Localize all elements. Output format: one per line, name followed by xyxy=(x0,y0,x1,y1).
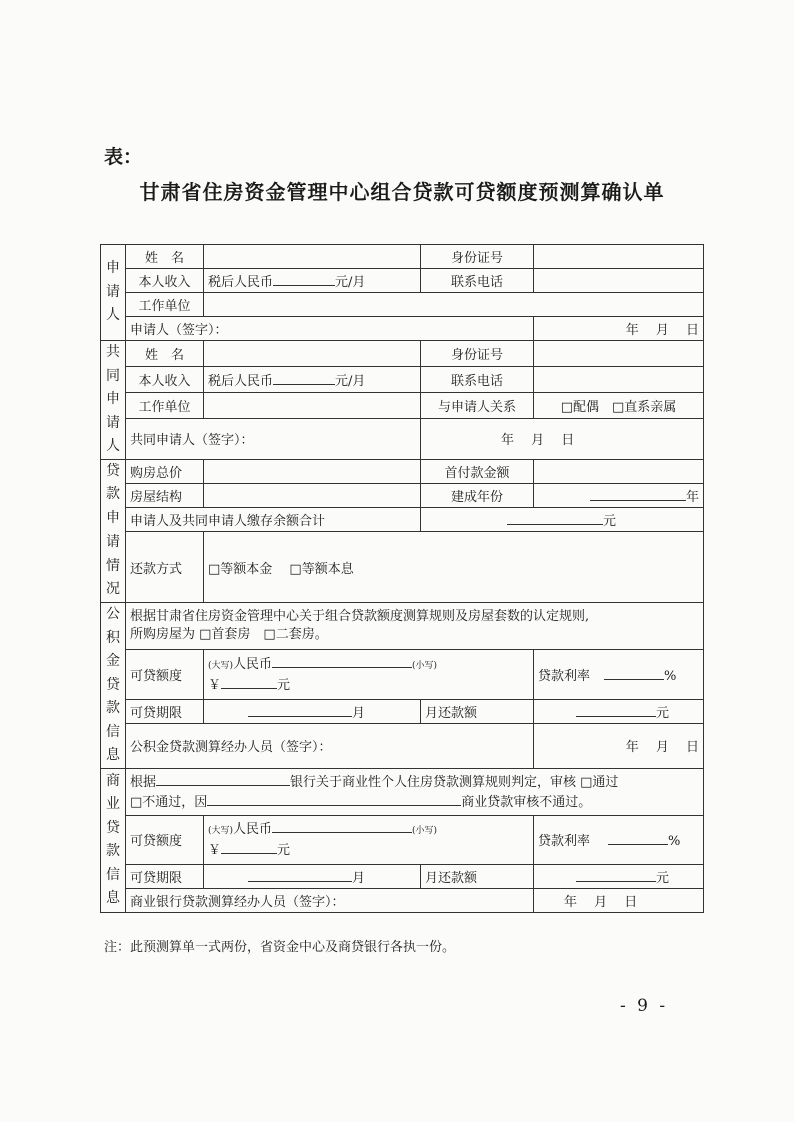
down-payment-field[interactable] xyxy=(534,459,704,483)
fund-lower-blank[interactable] xyxy=(221,675,277,689)
co-applicant-id-label: 身份证号 xyxy=(421,341,534,367)
balance-suffix: 元 xyxy=(603,513,617,529)
section-loan-request-label: 贷款申请情况 xyxy=(101,459,126,603)
commercial-upper-blank[interactable] xyxy=(272,819,412,833)
commercial-amount-field[interactable] xyxy=(204,815,534,864)
applicant-work-field[interactable] xyxy=(204,293,704,317)
commercial-yuan: 元 xyxy=(277,843,291,859)
section-co-applicant-label: 共同申请人 xyxy=(101,341,126,460)
section-fund-loan-label: 公积金贷款信息 xyxy=(101,603,126,769)
applicant-work-label: 工作单位 xyxy=(126,293,204,317)
commercial-monthly-label: 月还款额 xyxy=(421,864,534,888)
fund-monthly-blank[interactable] xyxy=(576,703,656,717)
section-applicant-label: 申请人 xyxy=(101,245,126,341)
fund-yen: ￥ xyxy=(208,677,222,693)
commercial-monthly-blank[interactable] xyxy=(576,868,656,882)
commercial-rule-mid[interactable]: 银行关于商业性个人住房贷款测算规则判定，审核 □通过 xyxy=(290,774,619,790)
commercial-rate-label: 贷款利率 xyxy=(538,834,591,850)
co-applicant-income-field[interactable] xyxy=(204,367,421,393)
co-applicant-date[interactable]: 年 月 日 xyxy=(421,419,704,459)
co-applicant-phone-field[interactable] xyxy=(534,367,704,393)
balance-field[interactable] xyxy=(421,507,704,531)
table-label: 表： xyxy=(104,146,143,168)
house-price-field[interactable] xyxy=(204,459,421,483)
fund-term-blank[interactable] xyxy=(248,703,352,717)
page-number: - 9 - xyxy=(620,996,669,1016)
build-year-label: 建成年份 xyxy=(421,483,534,507)
fund-monthly-suffix: 元 xyxy=(655,705,669,721)
fund-lower-tag: (小写) xyxy=(412,660,438,671)
commercial-bank-blank[interactable] xyxy=(156,772,290,786)
fund-monthly-label: 月还款额 xyxy=(421,699,534,723)
commercial-monthly-field[interactable] xyxy=(534,864,704,888)
fund-rule-text xyxy=(126,603,704,650)
commercial-rule-line2-prefix[interactable]: □不通过，因 xyxy=(130,794,208,810)
form-title: 甘肃省住房资金管理中心组合贷款可贷额度预测算确认单 xyxy=(139,180,665,204)
co-applicant-id-field[interactable] xyxy=(534,341,704,367)
repay-method-label: 还款方式 xyxy=(126,531,204,602)
commercial-term-blank[interactable] xyxy=(248,868,352,882)
fund-yuan: 元 xyxy=(277,677,291,693)
co-applicant-work-field[interactable] xyxy=(204,393,421,419)
build-year-suffix: 年 xyxy=(685,489,699,505)
commercial-rule-prefix: 根据 xyxy=(130,774,157,790)
co-income-blank[interactable] xyxy=(273,371,335,385)
fund-term-field[interactable] xyxy=(204,699,421,723)
applicant-name-field[interactable] xyxy=(204,245,421,269)
fund-rate-label: 贷款利率 xyxy=(538,668,591,684)
balance-blank[interactable] xyxy=(507,511,603,525)
commercial-reason-blank[interactable] xyxy=(207,792,461,806)
co-applicant-name-field[interactable] xyxy=(204,341,421,367)
applicant-sign-label: 申请人（签字）： xyxy=(126,317,534,341)
commercial-term-label: 可贷期限 xyxy=(126,864,204,888)
applicant-income-field[interactable] xyxy=(204,269,421,293)
co-applicant-relation-label: 与申请人关系 xyxy=(421,393,534,419)
fund-rate-blank[interactable] xyxy=(604,666,664,680)
fund-percent: % xyxy=(664,668,677,684)
fund-rule-line-2[interactable]: 所购房屋为 □首套房 □二套房。 xyxy=(130,627,328,643)
fund-month-suffix: 月 xyxy=(352,705,366,721)
house-price-label: 购房总价 xyxy=(126,459,204,483)
confirmation-form-table xyxy=(100,244,704,913)
commercial-upper-tag: (大写) xyxy=(208,826,234,837)
commercial-rate-blank[interactable] xyxy=(608,831,668,845)
commercial-monthly-suffix: 元 xyxy=(655,870,669,886)
balance-label: 申请人及共同申请人缴存余额合计 xyxy=(126,507,421,531)
fund-term-label: 可贷期限 xyxy=(126,699,204,723)
co-applicant-name-label: 姓 名 xyxy=(126,341,204,367)
commercial-sign-label: 商业银行贷款测算经办人员（签字）： xyxy=(126,888,534,912)
commercial-lower-blank[interactable] xyxy=(221,840,277,854)
co-applicant-phone-label: 联系电话 xyxy=(421,367,534,393)
fund-date[interactable]: 年 月 日 xyxy=(534,723,704,768)
build-year-field[interactable] xyxy=(534,483,704,507)
applicant-income-label: 本人收入 xyxy=(126,269,204,293)
co-income-suffix: 元/月 xyxy=(335,374,366,390)
commercial-rule-line2-suffix: 商业贷款审核不通过。 xyxy=(461,794,592,810)
commercial-amount-label: 可贷额度 xyxy=(126,815,204,864)
income-blank[interactable] xyxy=(273,272,335,286)
fund-monthly-field[interactable] xyxy=(534,699,704,723)
footer-note: 注：此预测算单一式两份，省资金中心及商贷银行各执一份。 xyxy=(104,940,456,955)
income-prefix: 税后人民币 xyxy=(208,275,274,290)
commercial-term-field[interactable] xyxy=(204,864,421,888)
section-commercial-loan-label: 商业贷款信息 xyxy=(101,768,126,912)
repay-method-options[interactable]: □等额本金 □等额本息 xyxy=(204,531,704,602)
fund-rmb: 人民币 xyxy=(233,656,273,672)
commercial-lower-tag: (小写) xyxy=(412,826,438,837)
fund-upper-tag: (大写) xyxy=(208,660,234,671)
fund-amount-label: 可贷额度 xyxy=(126,650,204,699)
fund-upper-blank[interactable] xyxy=(272,654,412,668)
commercial-rmb: 人民币 xyxy=(233,822,273,838)
commercial-month-suffix: 月 xyxy=(352,870,366,886)
co-applicant-income-label: 本人收入 xyxy=(126,367,204,393)
fund-rule-line-1: 根据甘肃省住房资金管理中心关于组合贷款额度测算规则及房屋套数的认定规则, xyxy=(130,609,590,625)
commercial-rate-field[interactable] xyxy=(534,815,704,864)
commercial-percent: % xyxy=(668,834,681,850)
applicant-id-label: 身份证号 xyxy=(421,245,534,269)
applicant-phone-field[interactable] xyxy=(534,269,704,293)
build-year-blank[interactable] xyxy=(590,487,686,501)
commercial-date[interactable]: 年 月 日 xyxy=(534,888,704,912)
down-payment-label: 首付款金额 xyxy=(421,459,534,483)
fund-rate-field[interactable] xyxy=(534,650,704,699)
house-structure-label: 房屋结构 xyxy=(126,483,204,507)
fund-sign-label: 公积金贷款测算经办人员（签字）： xyxy=(126,723,534,768)
co-applicant-work-label: 工作单位 xyxy=(126,393,204,419)
fund-amount-field[interactable] xyxy=(204,650,534,699)
applicant-id-field[interactable] xyxy=(534,245,704,269)
co-applicant-relation-options[interactable]: □配偶 □直系亲属 xyxy=(534,393,704,419)
commercial-rule-text[interactable] xyxy=(126,768,704,815)
commercial-yen: ￥ xyxy=(208,843,222,859)
income-suffix: 元/月 xyxy=(335,275,366,290)
applicant-date[interactable]: 年 月 日 xyxy=(534,317,704,341)
house-structure-field[interactable] xyxy=(204,483,421,507)
co-income-prefix: 税后人民币 xyxy=(208,374,274,390)
applicant-name-label: 姓 名 xyxy=(126,245,204,269)
applicant-phone-label: 联系电话 xyxy=(421,269,534,293)
co-applicant-sign-label: 共同申请人（签字）： xyxy=(126,419,421,459)
